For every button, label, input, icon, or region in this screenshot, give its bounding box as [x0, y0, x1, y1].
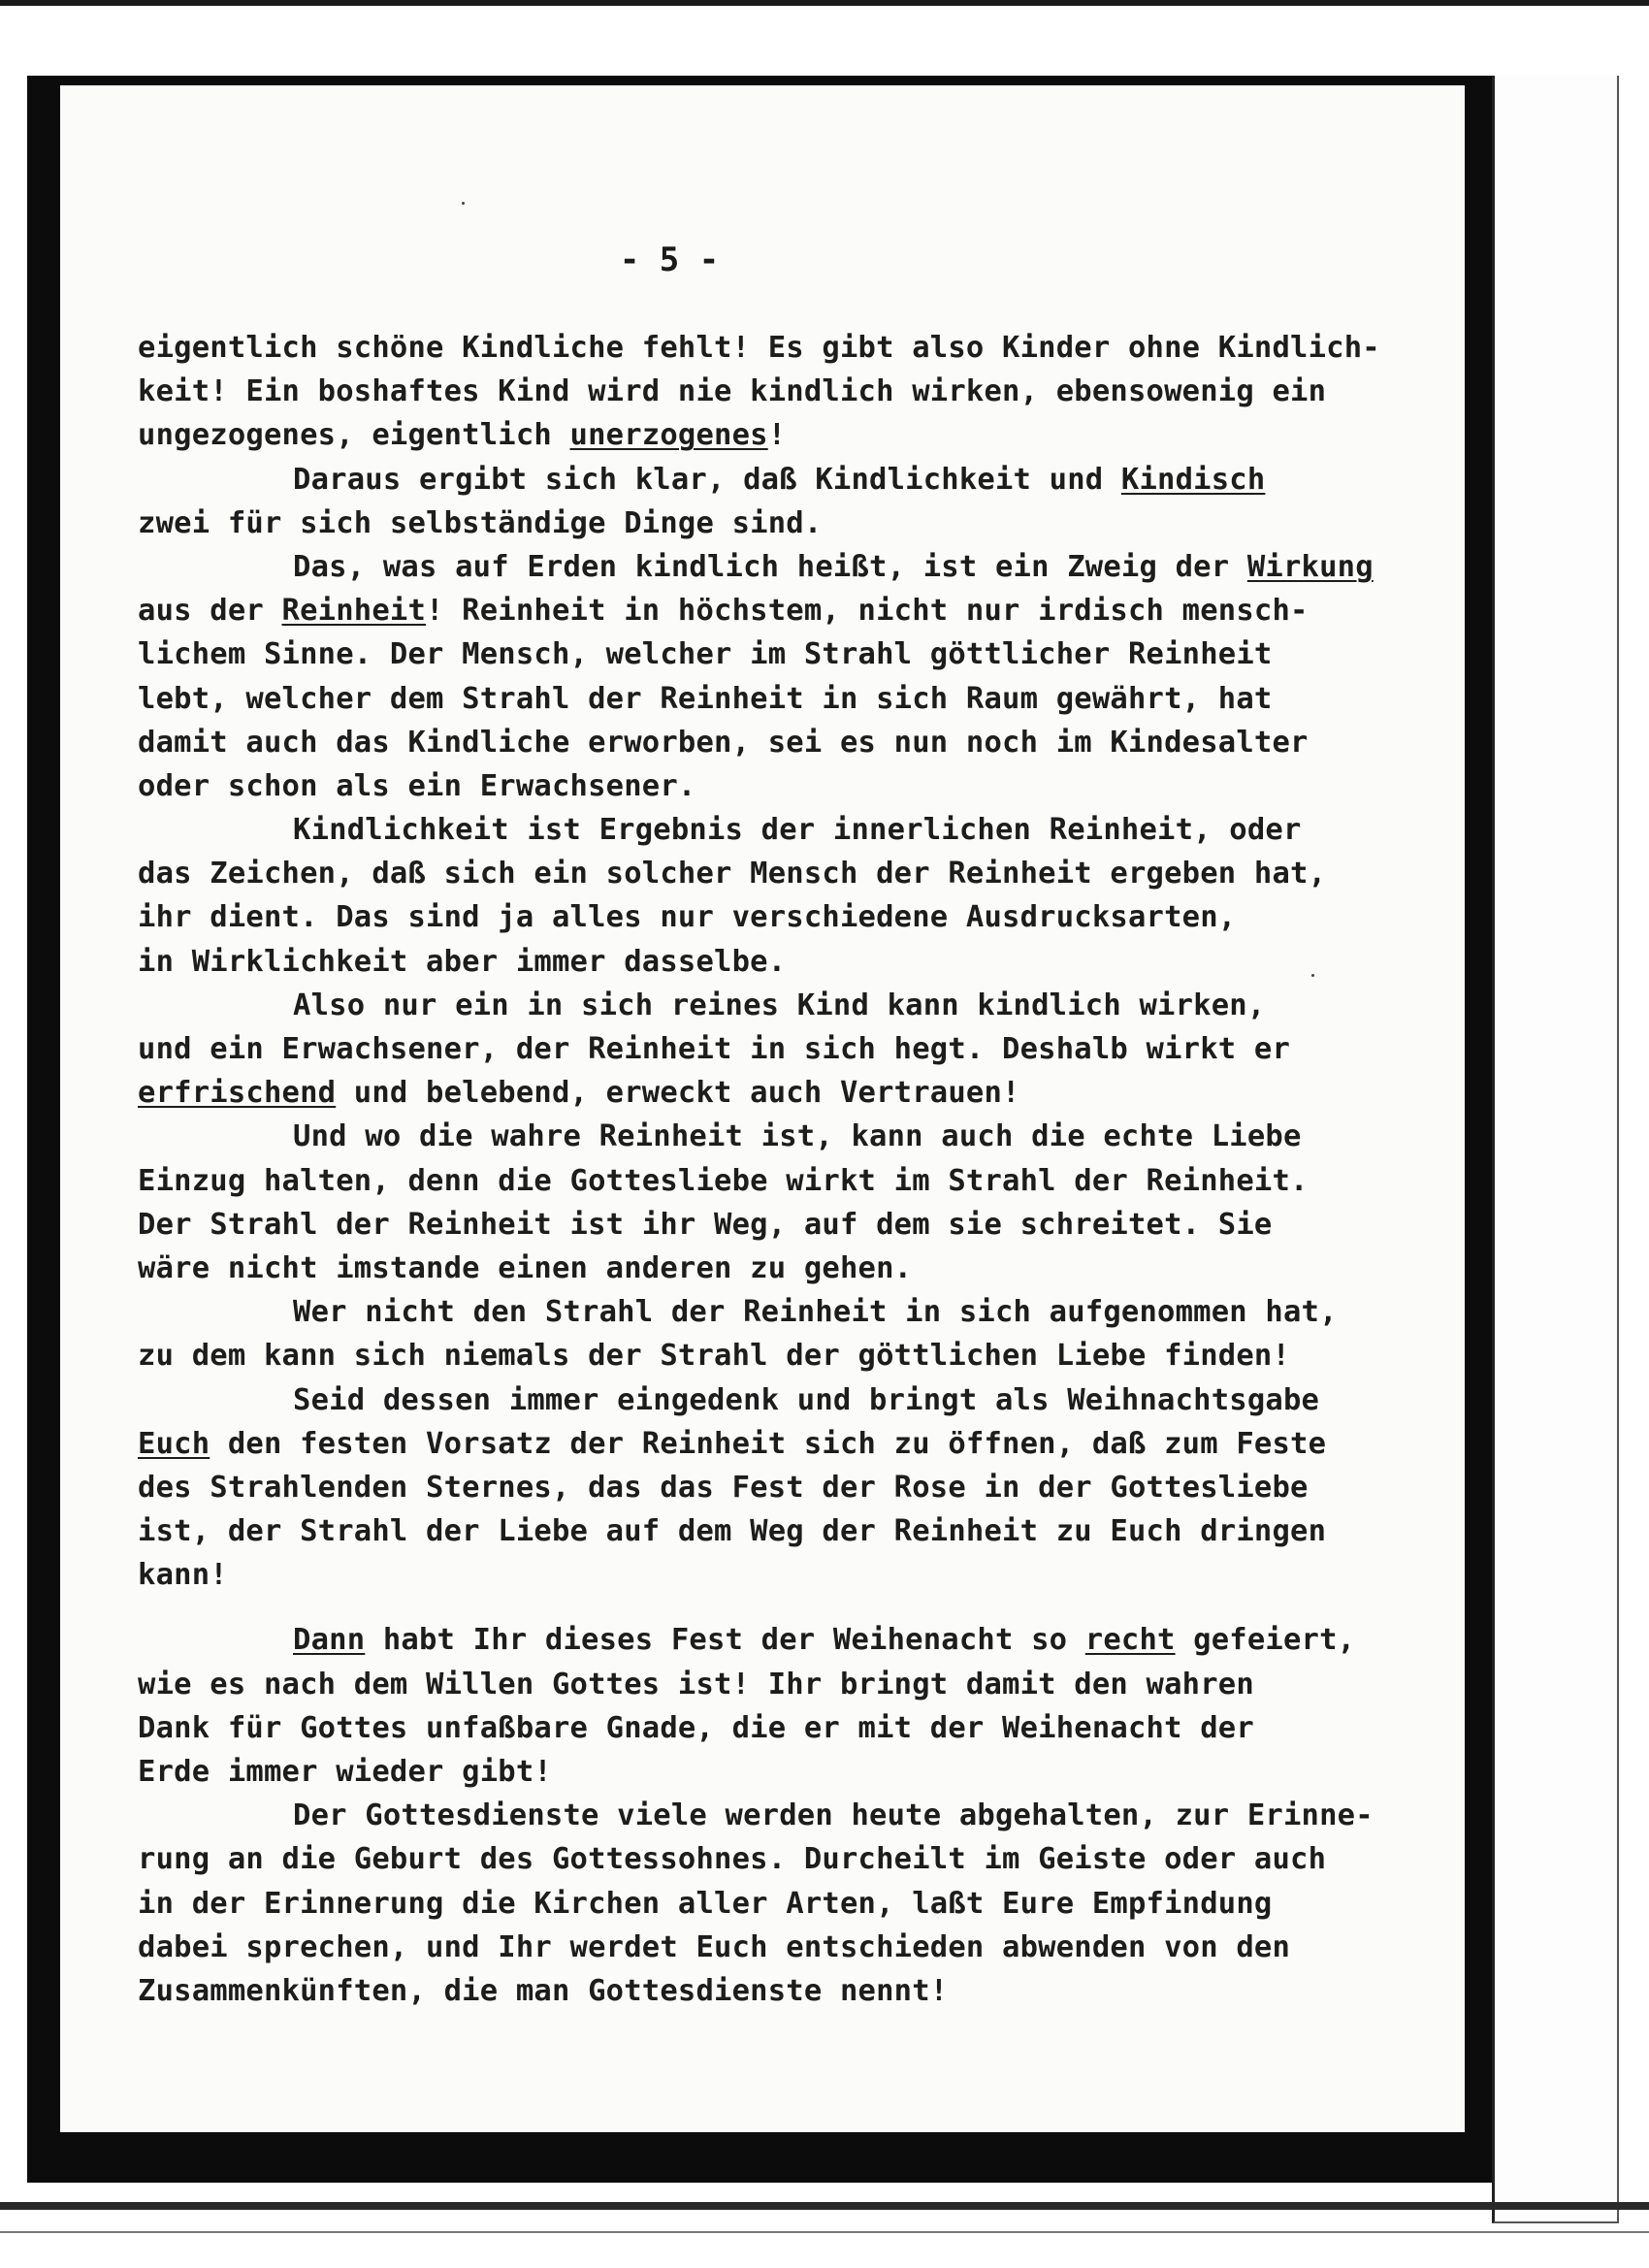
text-run: ungezogenes, eigentlich — [138, 418, 570, 453]
text-run: Seid dessen immer eingedenk und bringt als Weihnachtsgabe — [293, 1382, 1320, 1417]
text-run: damit auch das Kindliche erworben, sei es nun noch im Kindesalter — [138, 725, 1309, 760]
text-line — [138, 1378, 1457, 1422]
text-line — [138, 895, 1457, 939]
text-line — [138, 984, 1457, 1027]
text-line — [138, 1882, 1457, 1926]
text-run: Einzug halten, denn die Gottesliebe wirkt im Strahl der Reinheit. — [138, 1163, 1309, 1198]
text-run: habt Ihr dieses Fest der Weihenacht so — [365, 1623, 1085, 1658]
text-run: zwei für sich selbständige Dinge sind. — [138, 505, 823, 540]
text-line — [138, 1115, 1457, 1158]
text-line — [138, 545, 1457, 589]
text-run: aus der — [138, 594, 282, 629]
underlined-word: Wirkung — [1246, 549, 1374, 584]
text-line — [138, 808, 1457, 852]
text-run: ! Reinheit in höchstem, nicht nur irdisch mensch- — [426, 594, 1309, 629]
text-run: Kindlichkeit ist Ergebnis der innerlichen Reinheit, oder — [293, 813, 1302, 848]
text-run: kann! — [138, 1558, 228, 1593]
scan-top-edge — [0, 0, 1649, 6]
text-line — [138, 1290, 1457, 1334]
text-line — [138, 1159, 1457, 1203]
text-line — [138, 1706, 1457, 1750]
text-line — [138, 1203, 1457, 1247]
text-run: des Strahlenden Sternes, das das Fest der Rose in der Gottesliebe — [138, 1470, 1309, 1505]
text-line — [138, 1969, 1457, 2013]
text-line — [138, 1422, 1457, 1466]
text-run: Der Gottesdienste viele werden heute abgehalten, zur Erinne- — [293, 1798, 1374, 1833]
text-line — [138, 1071, 1457, 1115]
text-run: das Zeichen, daß sich ein solcher Mensch der Reinheit ergeben hat, — [138, 857, 1327, 891]
text-line — [138, 1663, 1457, 1706]
text-line — [138, 764, 1457, 808]
text-run: rung an die Geburt des Gottessohnes. Durcheilt im Geiste oder auch — [138, 1842, 1327, 1877]
text-line — [138, 589, 1457, 632]
text-line — [138, 413, 1457, 457]
text-line — [138, 852, 1457, 895]
text-run: oder schon als ein Erwachsener. — [138, 768, 696, 803]
text-run: lebt, welcher dem Strahl der Reinheit in sich Raum gewährt, hat — [138, 681, 1273, 716]
text-run: den festen Vorsatz der Reinheit sich zu öffnen, daß zum Feste — [210, 1426, 1327, 1461]
text-line — [138, 721, 1457, 764]
text-line — [138, 1247, 1457, 1290]
text-run: in Wirklichkeit aber immer dasselbe. — [138, 944, 787, 979]
text-run: und ein Erwachsener, der Reinheit in sich hegt. Deshalb wirkt er — [138, 1032, 1291, 1066]
text-line — [138, 1027, 1457, 1071]
paragraph-gap — [138, 1597, 1457, 1618]
text-run: Das, was auf Erden kindlich heißt, ist ein Zweig der — [293, 549, 1247, 584]
text-line — [138, 1926, 1457, 1969]
scan-bottom-line — [0, 2231, 1649, 2233]
underlined-word: recht — [1084, 1623, 1176, 1658]
text-line — [138, 1794, 1457, 1837]
text-run: Daraus ergibt sich klar, daß Kindlichkeit und — [293, 462, 1121, 497]
text-run: Dank für Gottes unfaßbare Gnade, die er mit der Weihenacht der — [138, 1710, 1254, 1745]
scan-speck — [462, 202, 465, 205]
text-line — [138, 677, 1457, 721]
underlined-word: Reinheit — [281, 594, 427, 629]
underlined-word: Euch — [138, 1426, 210, 1461]
body-text — [138, 326, 1457, 2013]
underlined-word: erfrischend — [138, 1076, 337, 1111]
text-run: ist, der Strahl der Liebe auf dem Weg der Reinheit zu Euch dringen — [138, 1514, 1327, 1549]
text-line — [138, 1334, 1457, 1377]
text-run: eigentlich schöne Kindliche fehlt! Es gibt also Kinder ohne Kindlich- — [138, 331, 1380, 365]
underlined-word: Dann — [293, 1623, 366, 1658]
text-run: ihr dient. Das sind ja alles nur verschiedene Ausdrucksarten, — [138, 900, 1237, 935]
text-line — [138, 940, 1457, 984]
underlined-word: unerzogenes — [569, 418, 768, 453]
text-line — [138, 1750, 1457, 1794]
text-line — [138, 632, 1457, 676]
page-number: - 5 - — [619, 241, 720, 279]
text-run: wäre nicht imstande einen anderen zu gehen. — [138, 1250, 913, 1285]
text-run: wie es nach dem Willen Gottes ist! Ihr bringt damit den wahren — [138, 1667, 1254, 1701]
text-line — [138, 502, 1457, 545]
text-run: und belebend, erweckt auch Vertrauen! — [336, 1076, 1020, 1111]
text-line — [138, 1509, 1457, 1553]
text-run: Also nur ein in sich reines Kind kann kindlich wirken, — [293, 988, 1266, 1022]
text-run: Wer nicht den Strahl der Reinheit in sich aufgenommen hat, — [293, 1295, 1338, 1330]
underlined-word: Kindisch — [1120, 462, 1266, 497]
text-run: ! — [767, 418, 787, 453]
text-line — [138, 1553, 1457, 1597]
text-run: zu dem kann sich niemals der Strahl der göttlichen Liebe finden! — [138, 1339, 1291, 1374]
text-line — [138, 1466, 1457, 1509]
text-run: Zusammenkünften, die man Gottesdienste nennt! — [138, 1973, 949, 2008]
text-run: keit! Ein boshaftes Kind wird nie kindlich wirken, ebensowenig ein — [138, 374, 1327, 409]
scan-right-margin — [1492, 76, 1619, 2223]
text-run: gefeiert, — [1175, 1623, 1356, 1658]
text-line — [138, 458, 1457, 502]
text-line — [138, 1618, 1457, 1662]
text-line — [138, 370, 1457, 413]
text-line — [138, 326, 1457, 370]
text-run: Erde immer wieder gibt! — [138, 1755, 552, 1789]
text-run: in der Erinnerung die Kirchen aller Arten, laßt Eure Empfindung — [138, 1886, 1273, 1921]
text-run: dabei sprechen, und Ihr werdet Euch entschieden abwenden von den — [138, 1929, 1291, 1964]
text-run: Und wo die wahre Reinheit ist, kann auch die echte Liebe — [293, 1119, 1302, 1154]
text-line — [138, 1837, 1457, 1881]
text-run: lichem Sinne. Der Mensch, welcher im Strahl göttlicher Reinheit — [138, 637, 1273, 672]
text-run: Der Strahl der Reinheit ist ihr Weg, auf dem sie schreitet. Sie — [138, 1207, 1273, 1242]
scan-bottom-edge — [0, 2202, 1649, 2210]
